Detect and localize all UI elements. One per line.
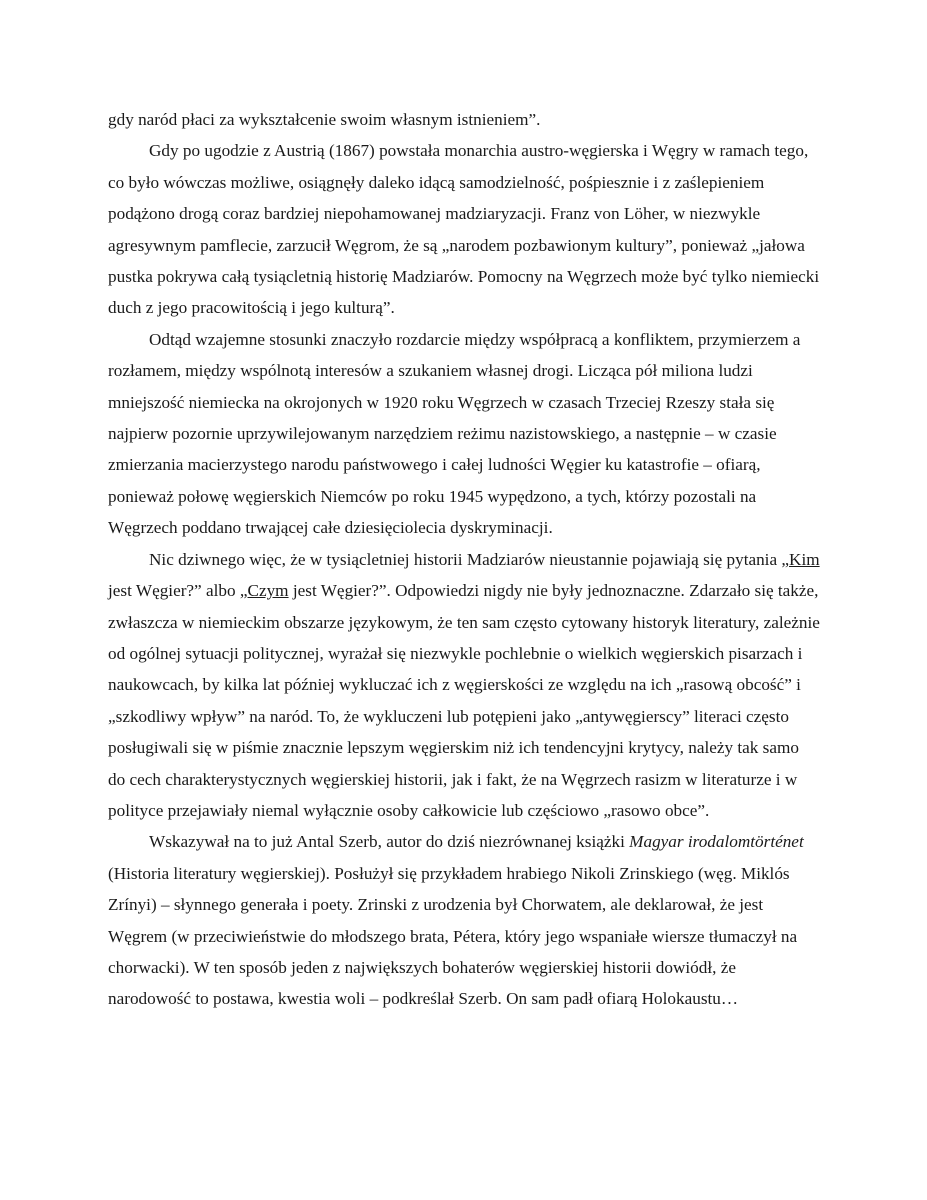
- paragraph-continuation: [108, 104, 820, 135]
- paragraph-ugoda: [108, 135, 820, 323]
- paragraph-kim-jest-wegier: [108, 544, 820, 827]
- text-span: jest Węgier?” albo „: [108, 581, 248, 601]
- text-span: (Historia literatury węgierskiej). Posłużył się przykładem hrabiego Nikoli Zrinskiego (węg. Miklós Zrínyi) – słynnego generała i poety. Zrinski z urodzenia był Chorwatem, ale deklarował, że jest Węgrem (w przeciwieństwie do młodszego brata, Pétera, który jego wspaniałe wiersze tłumaczył na chorwacki). W ten sposób jeden z największych bohaterów węgierskiej historii dowiódł, że narodowość to postawa, kwestia woli – podkreślał Szerb. On sam padł ofiarą Holokaustu…: [108, 863, 798, 1009]
- text-span: Odtąd wzajemne stosunki znaczyło rozdarcie między współpracą a konfliktem, przymierzem a rozłamem, między wspólnotą interesów a szukaniem własnej drogi. Licząca pół miliona ludzi mniejszość niemiecka na okrojonych w 1920 roku Węgrzech w czasach Trzeciej Rzeszy stała się najpierw pozornie uprzywilejowanym narzędziem reżimu nazistowskiego, a następnie – w czasie zmierzania macierzystego narodu państwowego i całej ludności Węgier ku katastrofie – ofiarą, ponieważ połowę węgierskich Niemców po roku 1945 wypędzono, a tych, którzy pozostali na Węgrzech poddano trwającej całe dziesięciolecia dyskryminacji.: [108, 329, 801, 538]
- book-title: Magyar irodalomtörténet: [629, 832, 804, 852]
- text-span: Nic dziwnego więc, że w tysiącletniej historii Madziarów nieustannie pojawiają się pytania „: [149, 549, 790, 569]
- underlined-text: Kim: [789, 549, 820, 569]
- document-page: [108, 104, 820, 1015]
- text-span: Gdy po ugodzie z Austrią (1867) powstała monarchia austro-węgierska i Węgry w ramach tego, co było wówczas możliwe, osiągnęły daleko idącą samodzielność, pośpiesznie i z zaślepieniem podążono drogą coraz bardziej niepohamowanej madziaryzacji. Franz von Löher, w niezwykle agresywnym pamflecie, zarzucił Węgrom, że są „narodem pozbawionym kultury”, ponieważ „jałowa pustka pokrywa całą tysiącletnią historię Madziarów. Pomocny na Węgrzech może być tylko niemiecki duch z jego pracowitością i jego kulturą”.: [108, 141, 820, 318]
- text-span: jest Węgier?”. Odpowiedzi nigdy nie były jednoznaczne. Zdarzało się także, zwłaszcza w niemieckim obszarze językowym, że ten sam często cytowany historyk literatury, zależnie od ogólnej sytuacji politycznej, wyrażał się niezwykle pochlebnie o wielkich węgierskich pisarzach i naukowcach, by kilka lat później wykluczać ich z węgierskości ze względu na ich „rasową obcość” i „szkodliwy wpływ” na naród. To, że wykluczeni lub potępieni jako „antywęgierscy” literaci często posługiwali się w piśmie znacznie lepszym węgierskim niż ich tendencyjni krytycy, należy tak samo do cech charakterystycznych węgierskiej historii, jak i fakt, że na Węgrzech rasizm w literaturze i w polityce przejawiały niemal wyłącznie osoby całkowicie lub częściowo „rasowo obce”.: [108, 581, 820, 820]
- underlined-text: Czym: [247, 581, 289, 601]
- text-span: gdy naród płaci za wykształcenie swoim własnym istnieniem”.: [108, 110, 541, 129]
- paragraph-stosunki: [108, 324, 820, 544]
- text-span: Wskazywał na to już Antal Szerb, autor do dziś niezrównanej książki: [149, 832, 630, 852]
- paragraph-antal-szerb: [108, 826, 820, 1014]
